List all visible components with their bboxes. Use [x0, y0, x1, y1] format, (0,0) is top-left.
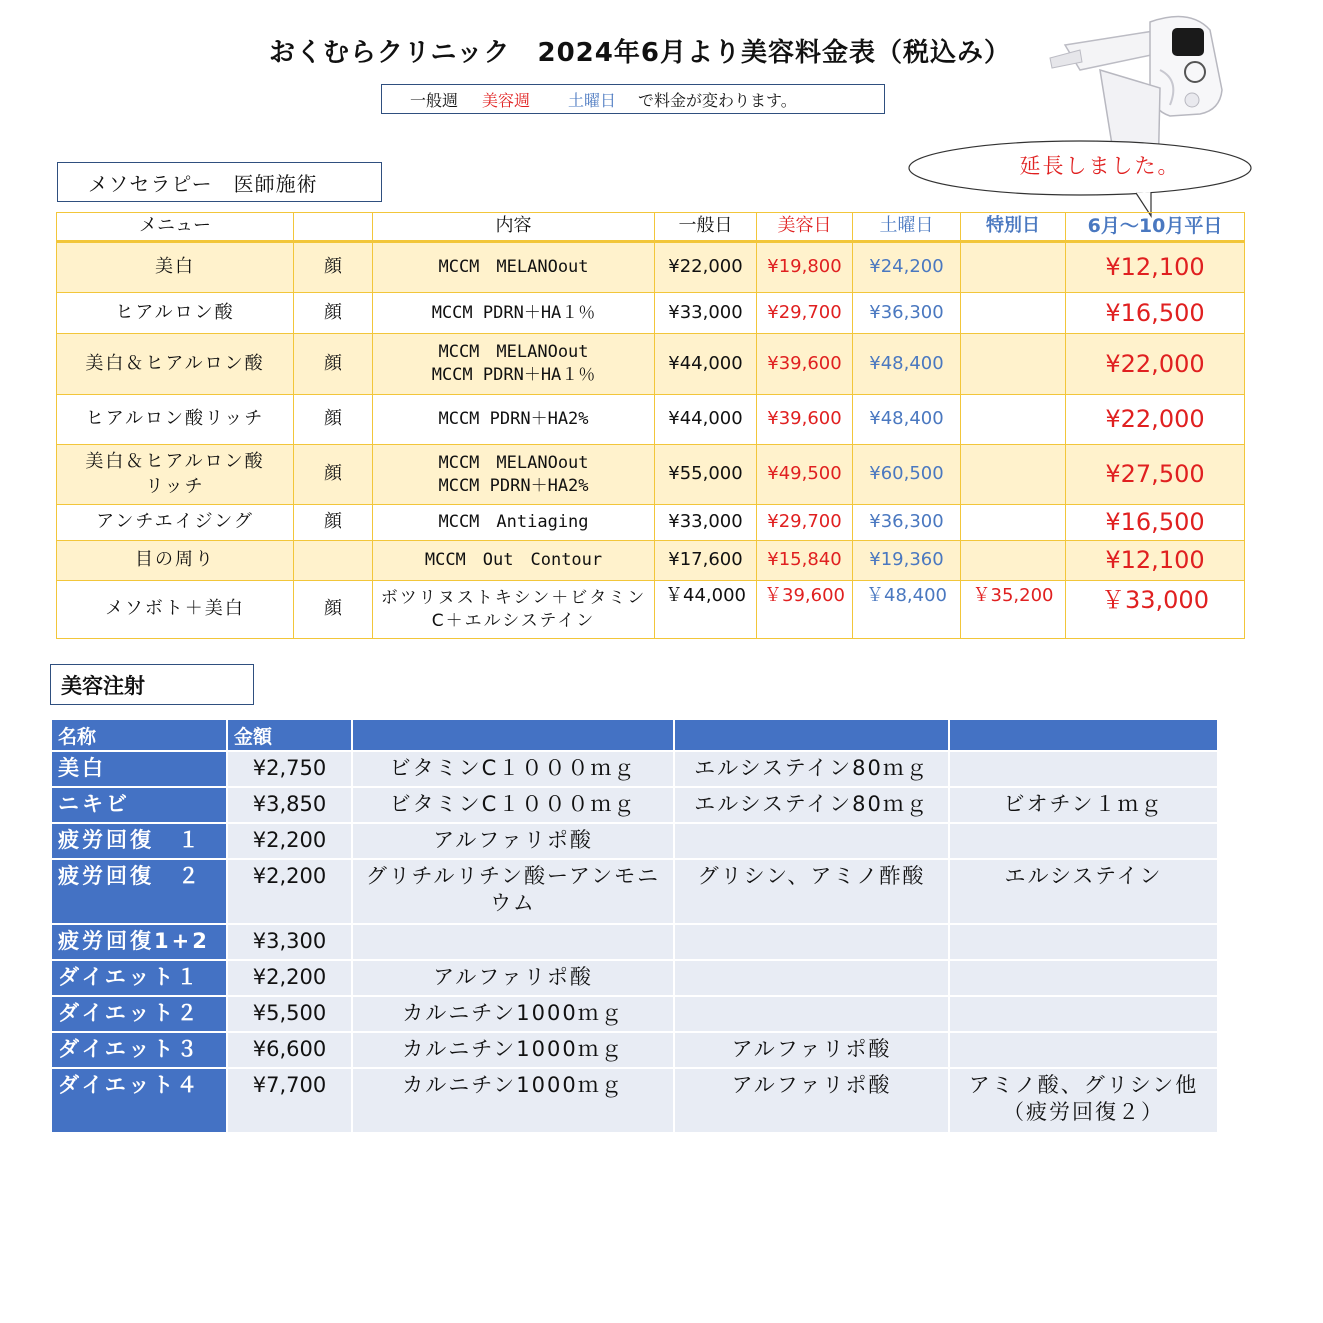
saturday-price-cell: ¥36,300 — [853, 293, 961, 334]
special-price-cell — [961, 334, 1066, 395]
beauty-price-cell: ￥39,600 — [757, 581, 853, 639]
table-row — [57, 242, 1245, 293]
col-header-area — [294, 213, 373, 242]
special-price-cell — [961, 505, 1066, 541]
table-row — [57, 581, 1245, 639]
general-price-cell: ¥33,000 — [655, 505, 757, 541]
general-price-cell: ¥33,000 — [655, 293, 757, 334]
ingredient-cell: カルニチン1000ｍｇ — [352, 996, 674, 1032]
injection-name-cell: ダイエット２ — [51, 996, 227, 1032]
injection-price-cell: ¥2,200 — [227, 859, 352, 924]
general-price-cell: ￥44,000 — [655, 581, 757, 639]
content-cell: MCCM Antiaging — [373, 505, 655, 541]
saturday-price-cell: ¥60,500 — [853, 445, 961, 505]
ingredient-cell — [674, 960, 949, 996]
table-row — [51, 1032, 1218, 1068]
menu-cell: ヒアルロン酸リッチ — [57, 395, 294, 445]
col-header-content: 内容 — [373, 213, 655, 242]
injection-price-cell: ¥2,750 — [227, 751, 352, 787]
table-row — [57, 445, 1245, 505]
injection-name-cell: 疲労回復1+2 — [51, 924, 227, 960]
table-row — [57, 541, 1245, 581]
ingredient-cell: エルシステイン — [949, 859, 1218, 924]
area-cell — [294, 541, 373, 581]
ingredient-cell — [949, 1032, 1218, 1068]
injections-section-title: 美容注射 — [50, 664, 254, 705]
col-header-ingredient-2 — [674, 719, 949, 751]
beauty-price-cell: ¥39,600 — [757, 334, 853, 395]
promo-price-cell: ¥27,500 — [1066, 445, 1245, 505]
legend-saturday: 土曜日 — [568, 90, 617, 110]
promo-price-cell: ¥16,500 — [1066, 505, 1245, 541]
menu-cell: 目の周り — [57, 541, 294, 581]
injection-price-cell: ¥2,200 — [227, 823, 352, 859]
col-header-beauty: 美容日 — [757, 213, 853, 242]
beauty-price-cell: ¥29,700 — [757, 293, 853, 334]
special-price-cell — [961, 395, 1066, 445]
ingredient-cell — [674, 924, 949, 960]
ingredient-cell — [674, 996, 949, 1032]
area-cell: 顔 — [294, 395, 373, 445]
col-header-promo: 6月～10月平日 — [1066, 213, 1245, 242]
col-header-price: 金額 — [227, 719, 352, 751]
col-header-ingredient-1 — [352, 719, 674, 751]
injection-price-cell: ¥6,600 — [227, 1032, 352, 1068]
menu-cell: 美白＆ヒアルロン酸 リッチ — [57, 445, 294, 505]
beauty-price-cell: ¥15,840 — [757, 541, 853, 581]
saturday-price-cell: ¥48,400 — [853, 395, 961, 445]
content-cell: MCCM PDRN＋HA2% — [373, 395, 655, 445]
area-cell: 顔 — [294, 242, 373, 293]
beauty-price-cell: ¥29,700 — [757, 505, 853, 541]
ingredient-cell: グリチルリチン酸ーアンモニウム — [352, 859, 674, 924]
col-header-ingredient-3 — [949, 719, 1218, 751]
promo-price-cell: ¥12,100 — [1066, 541, 1245, 581]
ingredient-cell: アルファリポ酸 — [674, 1032, 949, 1068]
content-cell: ボツリヌストキシン＋ビタミンC＋エルシステイン — [373, 581, 655, 639]
ingredient-cell — [352, 924, 674, 960]
promo-price-cell: ¥12,100 — [1066, 242, 1245, 293]
promo-price-cell: ￥33,000 — [1066, 581, 1245, 639]
col-header-menu: メニュー — [57, 213, 294, 242]
content-cell: MCCM MELANOout — [373, 242, 655, 293]
injection-name-cell: ダイエット４ — [51, 1068, 227, 1133]
menu-cell: ヒアルロン酸 — [57, 293, 294, 334]
menu-cell: 美白＆ヒアルロン酸 — [57, 334, 294, 395]
injection-price-cell: ¥7,700 — [227, 1068, 352, 1133]
ingredient-cell: エルシステイン80ｍｇ — [674, 787, 949, 823]
col-header-special: 特別日 — [961, 213, 1066, 242]
mesotherapy-price-table — [56, 212, 1245, 639]
ingredient-cell: アミノ酸、グリシン他（疲労回復２） — [949, 1068, 1218, 1133]
content-cell: MCCM Out Contour — [373, 541, 655, 581]
ingredient-cell: ビタミンC１０００ｍｇ — [352, 751, 674, 787]
area-cell: 顔 — [294, 293, 373, 334]
col-header-general: 一般日 — [655, 213, 757, 242]
table-row — [51, 960, 1218, 996]
table-row — [57, 505, 1245, 541]
menu-cell: メソボト＋美白 — [57, 581, 294, 639]
ingredient-cell — [949, 996, 1218, 1032]
area-cell: 顔 — [294, 581, 373, 639]
special-price-cell — [961, 541, 1066, 581]
pricing-legend — [381, 84, 885, 114]
callout-text: 延長しました。 — [1019, 154, 1181, 178]
saturday-price-cell: ¥19,360 — [853, 541, 961, 581]
legend-suffix: で料金が変わります。 — [638, 90, 797, 110]
injection-price-cell: ¥3,850 — [227, 787, 352, 823]
table-row — [57, 334, 1245, 395]
injection-name-cell: ダイエット１ — [51, 960, 227, 996]
table-row — [57, 395, 1245, 445]
saturday-price-cell: ¥48,400 — [853, 334, 961, 395]
saturday-price-cell: ¥24,200 — [853, 242, 961, 293]
col-header-saturday: 土曜日 — [853, 213, 961, 242]
ingredient-cell — [674, 823, 949, 859]
legend-general: 一般週 — [410, 90, 459, 110]
table-row — [57, 293, 1245, 334]
beauty-price-cell: ¥49,500 — [757, 445, 853, 505]
special-price-cell — [961, 242, 1066, 293]
ingredient-cell — [949, 751, 1218, 787]
general-price-cell: ¥22,000 — [655, 242, 757, 293]
general-price-cell: ¥17,600 — [655, 541, 757, 581]
general-price-cell: ¥44,000 — [655, 334, 757, 395]
menu-cell: 美白 — [57, 242, 294, 293]
injection-name-cell: 疲労回復 １ — [51, 823, 227, 859]
ingredient-cell — [949, 924, 1218, 960]
injection-price-cell: ¥3,300 — [227, 924, 352, 960]
saturday-price-cell: ￥48,400 — [853, 581, 961, 639]
ingredient-cell: グリシン、アミノ酢酸 — [674, 859, 949, 924]
ingredient-cell: エルシステイン80ｍｇ — [674, 751, 949, 787]
special-price-cell — [961, 293, 1066, 334]
beauty-price-cell: ¥19,800 — [757, 242, 853, 293]
page-title: おくむらクリニック 2024年6月より美容料金表（税込み） — [269, 38, 1011, 68]
col-header-name: 名称 — [51, 719, 227, 751]
table-row — [51, 859, 1218, 924]
menu-cell: アンチエイジング — [57, 505, 294, 541]
beauty-price-cell: ¥39,600 — [757, 395, 853, 445]
table-row — [51, 1068, 1218, 1133]
legend-beauty: 美容週 — [482, 90, 531, 110]
mesotherapy-section-title: メソセラピー 医師施術 — [57, 162, 382, 202]
content-cell: MCCM PDRN＋HA１％ — [373, 293, 655, 334]
area-cell: 顔 — [294, 505, 373, 541]
injection-name-cell: ニキビ — [51, 787, 227, 823]
ingredient-cell: ビタミンC１０００ｍｇ — [352, 787, 674, 823]
table-row — [51, 924, 1218, 960]
promo-price-cell: ¥22,000 — [1066, 334, 1245, 395]
content-cell: MCCM MELANOout MCCM PDRN＋HA１％ — [373, 334, 655, 395]
table-header-row — [57, 213, 1245, 242]
table-row — [51, 996, 1218, 1032]
ingredient-cell: アルファリポ酸 — [352, 960, 674, 996]
area-cell: 顔 — [294, 334, 373, 395]
injection-name-cell: ダイエット３ — [51, 1032, 227, 1068]
injection-name-cell: 美白 — [51, 751, 227, 787]
ingredient-cell — [949, 823, 1218, 859]
saturday-price-cell: ¥36,300 — [853, 505, 961, 541]
table-row — [51, 751, 1218, 787]
ingredient-cell: アルファリポ酸 — [352, 823, 674, 859]
special-price-cell: ￥35,200 — [961, 581, 1066, 639]
ingredient-cell: カルニチン1000ｍｇ — [352, 1068, 674, 1133]
table-row — [51, 787, 1218, 823]
special-price-cell — [961, 445, 1066, 505]
table-header-row — [51, 719, 1218, 751]
injection-name-cell: 疲労回復 ２ — [51, 859, 227, 924]
promo-price-cell: ¥22,000 — [1066, 395, 1245, 445]
ingredient-cell — [949, 960, 1218, 996]
injections-price-table — [50, 718, 1219, 1134]
injection-price-cell: ¥5,500 — [227, 996, 352, 1032]
injection-price-cell: ¥2,200 — [227, 960, 352, 996]
promo-price-cell: ¥16,500 — [1066, 293, 1245, 334]
table-row — [51, 823, 1218, 859]
ingredient-cell: ビオチン１ｍｇ — [949, 787, 1218, 823]
general-price-cell: ¥55,000 — [655, 445, 757, 505]
ingredient-cell: カルニチン1000ｍｇ — [352, 1032, 674, 1068]
ingredient-cell: アルファリポ酸 — [674, 1068, 949, 1133]
content-cell: MCCM MELANOout MCCM PDRN＋HA2% — [373, 445, 655, 505]
general-price-cell: ¥44,000 — [655, 395, 757, 445]
area-cell: 顔 — [294, 445, 373, 505]
